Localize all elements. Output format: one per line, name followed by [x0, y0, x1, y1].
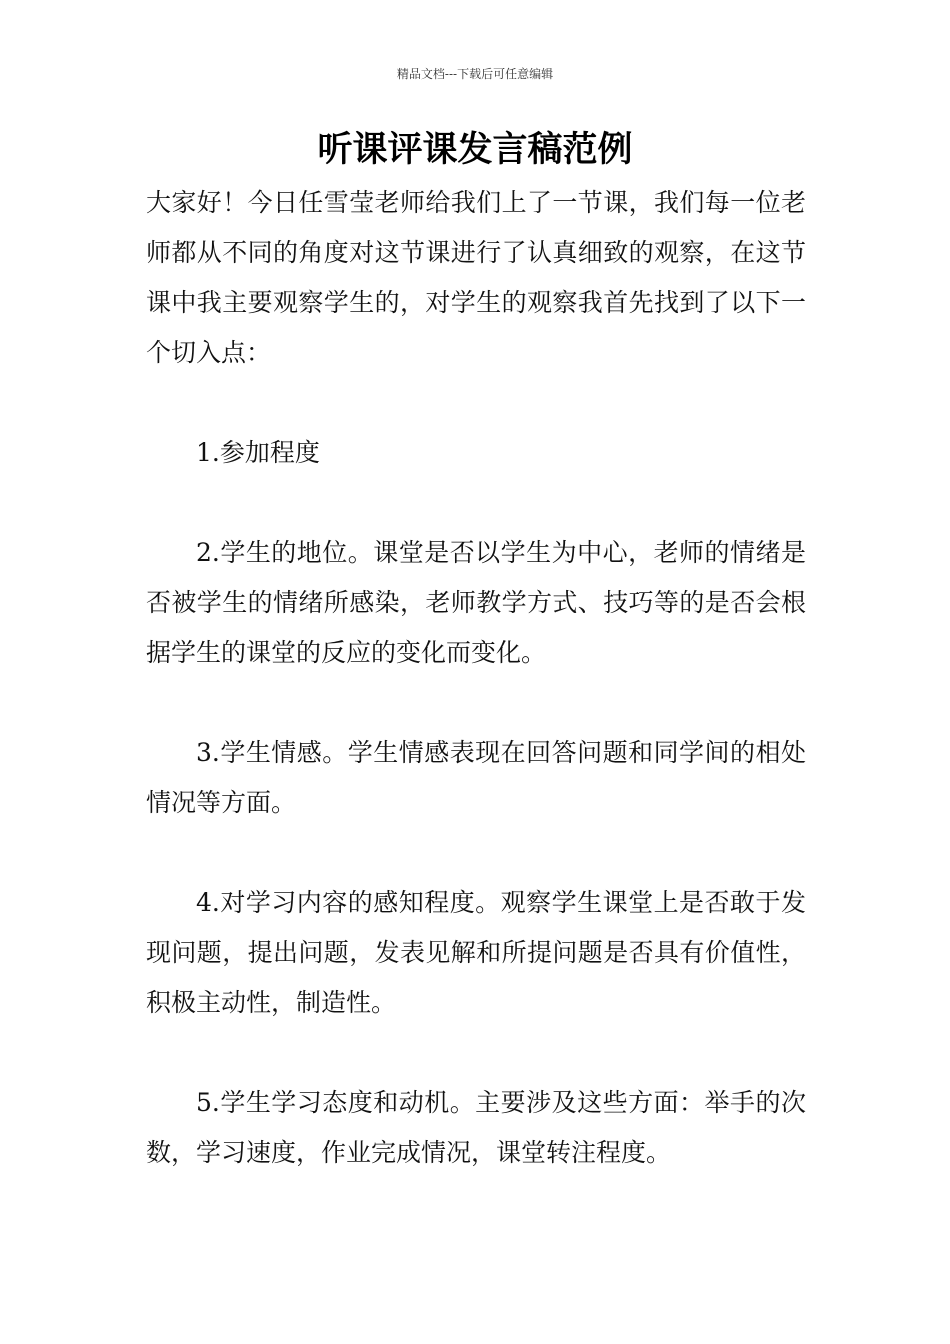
- header-note: 精品文档---下载后可任意编辑: [396, 67, 554, 81]
- paragraph-spacer: [146, 678, 806, 728]
- list-item-1: 1.参加程度: [196, 438, 320, 467]
- paragraph-spacer: [146, 828, 806, 878]
- document-body: [146, 178, 806, 1178]
- list-item-4: 4.对学习内容的感知程度。观察学生课堂上是否敢于发现问题，提出问题，发表见解和所提问题是否具有价值性，积极主动性，制造性。: [146, 888, 806, 1017]
- paragraph-spacer: [146, 478, 806, 528]
- intro-paragraph: 大家好！今日任雪莹老师给我们上了一节课，我们每一位老师都从不同的角度对这节课进行了认真细致的观察，在这节课中我主要观察学生的，对学生的观察我首先找到了以下一个切入点：: [146, 188, 806, 367]
- document-title: 听课评课发言稿范例: [317, 130, 633, 170]
- list-item-5: 5.学生学习态度和动机。主要涉及这些方面：举手的次数，学习速度，作业完成情况，课堂转注程度。: [146, 1088, 806, 1167]
- paragraph-spacer: [146, 378, 806, 428]
- list-item-2: 2.学生的地位。课堂是否以学生为中心，老师的情绪是否被学生的情绪所感染，老师教学方式、技巧等的是否会根据学生的课堂的反应的变化而变化。: [146, 538, 806, 667]
- paragraph-spacer: [146, 1028, 806, 1078]
- list-item-3: 3.学生情感。学生情感表现在回答问题和同学间的相处情况等方面。: [146, 738, 806, 817]
